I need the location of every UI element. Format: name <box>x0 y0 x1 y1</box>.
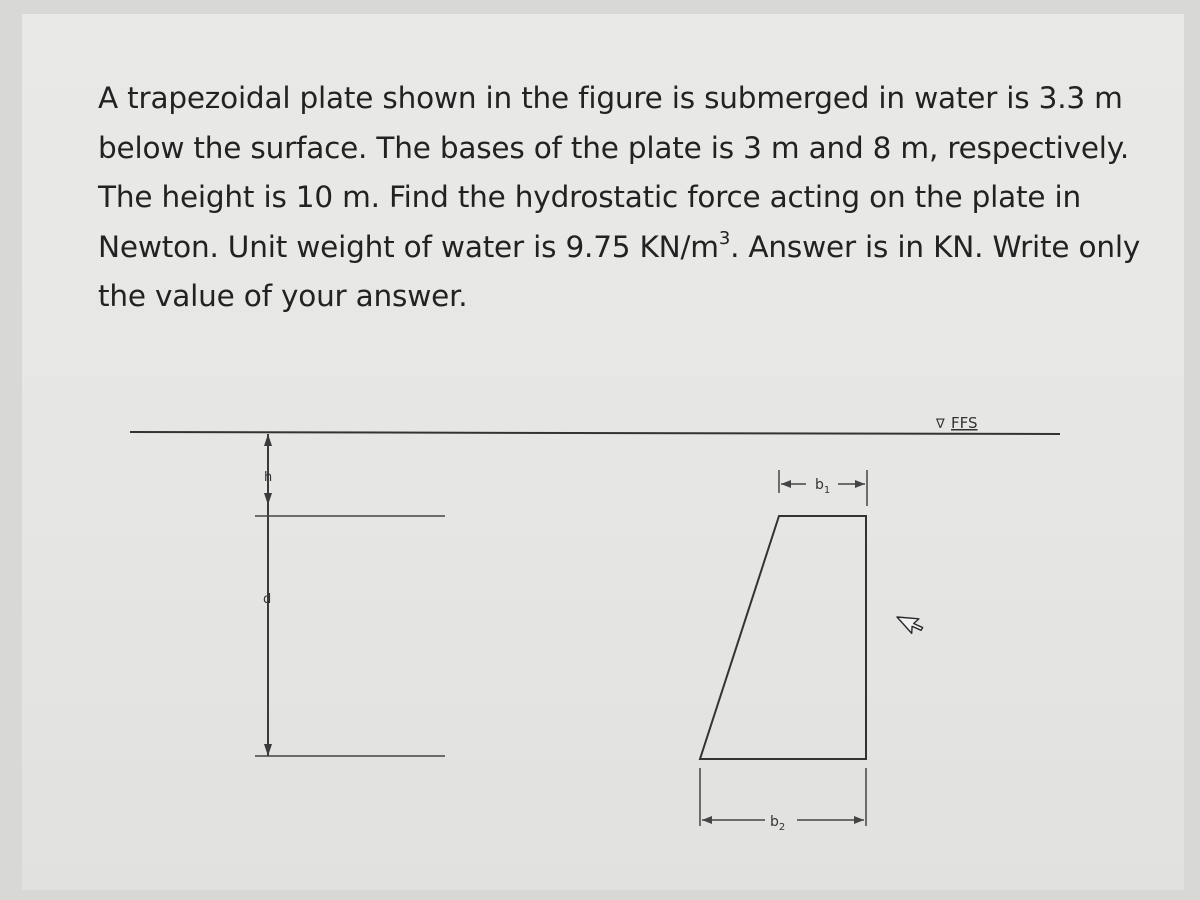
b1-label-sub: 1 <box>823 485 831 496</box>
problem-line-5: the value of your answer. <box>98 279 468 313</box>
trapezoidal-plate <box>700 516 866 759</box>
unit-exponent: 3 <box>718 227 731 249</box>
b1-arrow-left <box>781 480 791 488</box>
problem-line-1: A trapezoidal plate shown in the figure is submerged in water is 3.3 m <box>98 81 1123 115</box>
b1-label <box>815 477 830 496</box>
h-arrow-bottom <box>264 493 272 505</box>
free-surface-line <box>130 432 1060 434</box>
b2-label-main: b <box>770 814 779 830</box>
problem-line-3: The height is 10 m. Find the hydrostatic force acting on the plate in <box>98 180 1082 214</box>
problem-line-4-text: Newton. Unit weight of water is 9.75 KN/m <box>98 229 719 264</box>
surface-symbol: ∇ <box>936 417 945 432</box>
d-label: d <box>263 592 272 607</box>
b2-arrow-right <box>854 816 864 824</box>
b1-arrow-right <box>855 480 865 488</box>
b2-label <box>770 814 785 833</box>
mouse-cursor-icon <box>897 607 926 636</box>
b2-label-sub: 2 <box>778 822 786 833</box>
b1-label-main: b <box>815 477 824 493</box>
surface-label: FFS <box>951 414 978 432</box>
depth-arrow-top <box>264 434 272 446</box>
problem-line-4-rest: . Answer is in KN. Write only <box>730 229 1141 264</box>
b2-arrow-left <box>702 816 712 824</box>
h-label: h <box>264 470 273 485</box>
d-arrow-bottom <box>264 744 272 756</box>
problem-line-2: below the surface. The bases of the plate is 3 m and 8 m, respectively. <box>98 130 1130 165</box>
